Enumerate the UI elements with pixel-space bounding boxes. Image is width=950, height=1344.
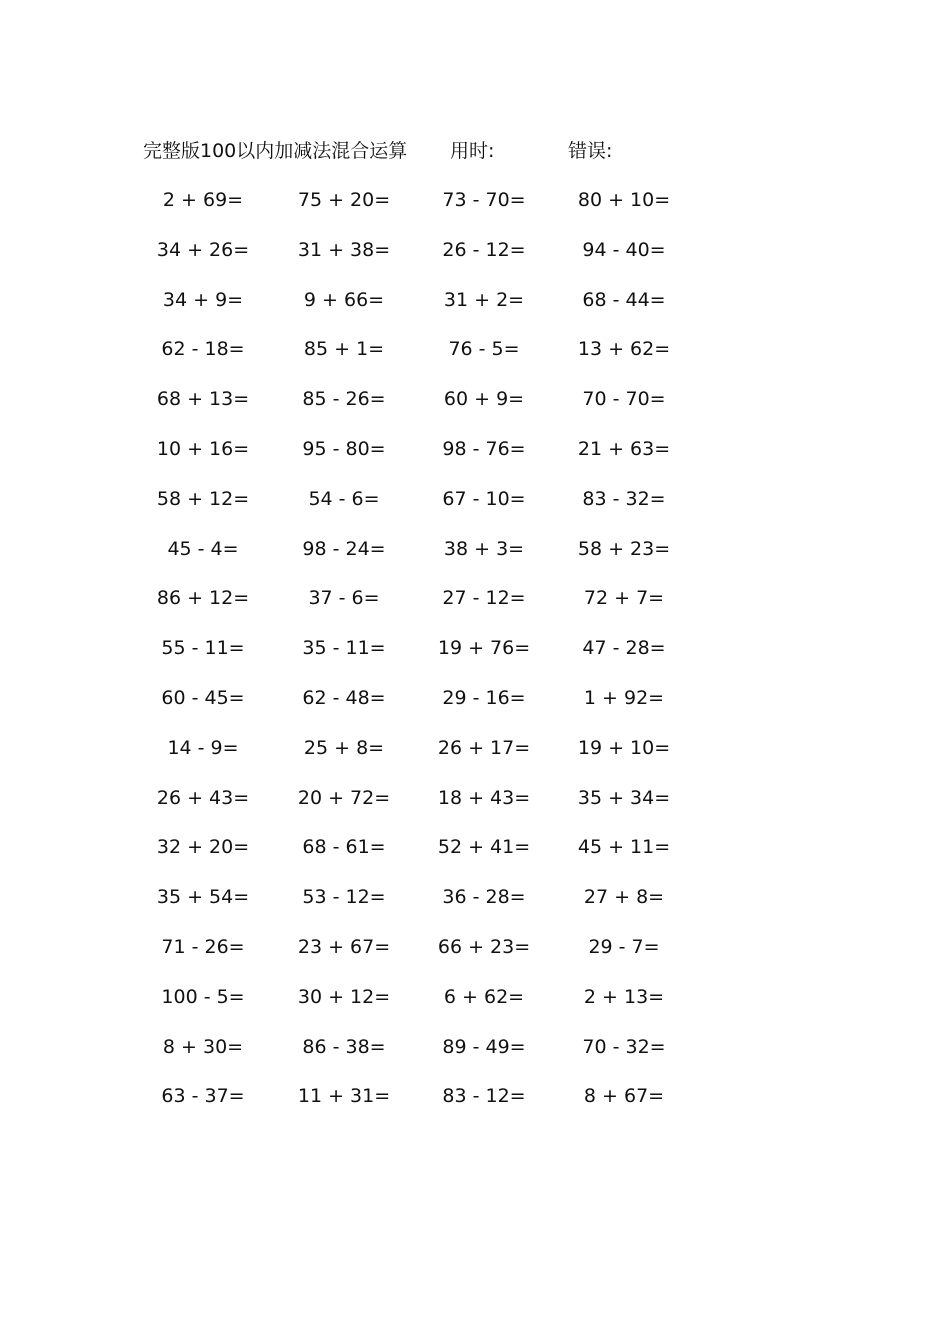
problem-row [143,334,703,384]
math-problem: 35 - 11= [302,637,386,660]
math-problem: 83 - 12= [442,1085,526,1108]
problem-row [143,484,703,534]
math-problem: 31 + 2= [443,288,525,311]
math-problem: 71 - 26= [161,935,245,958]
math-problem: 19 + 76= [437,637,531,660]
worksheet-title: 完整版100以内加减法混合运算 [143,140,408,162]
math-problem: 32 + 20= [156,836,250,859]
math-problem: 53 - 12= [302,886,386,909]
math-problem: 10 + 16= [156,437,250,460]
math-problem: 20 + 72= [297,786,391,809]
problem-row [143,285,703,335]
math-problem: 21 + 63= [577,437,671,460]
math-problem: 67 - 10= [442,487,526,510]
math-problem: 68 - 44= [582,288,666,311]
math-problem: 68 + 13= [156,388,250,411]
problem-row [143,783,703,833]
math-problem: 58 + 12= [156,487,250,510]
math-problem: 29 - 16= [442,686,526,709]
math-problem: 13 + 62= [577,338,671,361]
math-problem: 11 + 31= [297,1085,391,1108]
math-problem: 34 + 9= [162,288,244,311]
problem-row [143,1032,703,1082]
math-problem: 98 - 76= [442,437,526,460]
problem-row [143,1081,703,1131]
math-problem: 2 + 13= [583,985,665,1008]
math-problem: 52 + 41= [437,836,531,859]
problem-row [143,185,703,235]
problem-row [143,633,703,683]
math-problem: 26 + 17= [437,736,531,759]
math-problem: 6 + 62= [443,985,525,1008]
math-problem: 85 + 1= [303,338,385,361]
math-problem: 89 - 49= [442,1035,526,1058]
problem-grid [143,185,703,1131]
problem-row [143,882,703,932]
math-problem: 94 - 40= [582,238,666,261]
math-problem: 55 - 11= [161,637,245,660]
problem-row [143,534,703,584]
math-problem: 76 - 5= [448,338,520,361]
math-problem: 70 - 32= [582,1035,666,1058]
math-problem: 75 + 20= [297,189,391,211]
math-problem: 14 - 9= [167,736,239,759]
math-problem: 2 + 69= [162,189,244,211]
math-problem: 36 - 28= [442,886,526,909]
math-problem: 9 + 66= [303,288,385,311]
math-problem: 86 - 38= [302,1035,386,1058]
math-problem: 26 + 43= [156,786,250,809]
math-problem: 8 + 67= [583,1085,665,1108]
math-problem: 37 - 6= [308,587,380,610]
math-problem: 45 + 11= [577,836,671,859]
math-problem: 8 + 30= [162,1035,244,1058]
math-problem: 31 + 38= [297,238,391,261]
math-problem: 34 + 26= [156,238,250,261]
math-problem: 30 + 12= [297,985,391,1008]
math-problem: 25 + 8= [303,736,385,759]
math-problem: 80 + 10= [577,189,671,211]
problem-row [143,683,703,733]
math-problem: 62 - 18= [161,338,245,361]
math-problem: 26 - 12= [442,238,526,261]
math-problem: 95 - 80= [302,437,386,460]
math-problem: 83 - 32= [582,487,666,510]
problem-row [143,384,703,434]
math-problem: 27 + 8= [583,886,665,909]
problem-row [143,832,703,882]
math-problem: 29 - 7= [588,935,660,958]
math-problem: 23 + 67= [297,935,391,958]
math-problem: 19 + 10= [577,736,671,759]
math-problem: 100 - 5= [161,985,245,1008]
math-problem: 47 - 28= [582,637,666,660]
problem-row [143,235,703,285]
math-problem: 86 + 12= [156,587,250,610]
problem-row [143,733,703,783]
math-problem: 45 - 4= [167,537,239,560]
math-problem: 27 - 12= [442,587,526,610]
math-problem: 63 - 37= [161,1085,245,1108]
problem-row [143,982,703,1032]
math-problem: 73 - 70= [442,189,526,211]
error-label: 错误: [568,140,613,162]
problem-row [143,932,703,982]
problem-row [143,434,703,484]
math-problem: 54 - 6= [308,487,380,510]
math-problem: 35 + 54= [156,886,250,909]
math-problem: 18 + 43= [437,786,531,809]
math-problem: 98 - 24= [302,537,386,560]
math-problem: 1 + 92= [583,686,665,709]
math-problem: 60 - 45= [161,686,245,709]
math-problem: 70 - 70= [582,388,666,411]
math-problem: 72 + 7= [583,587,665,610]
math-problem: 38 + 3= [443,537,525,560]
math-problem: 62 - 48= [302,686,386,709]
math-problem: 58 + 23= [577,537,671,560]
time-label: 用时: [450,140,495,162]
math-problem: 85 - 26= [302,388,386,411]
math-problem: 35 + 34= [577,786,671,809]
math-problem: 60 + 9= [443,388,525,411]
math-problem: 66 + 23= [437,935,531,958]
math-problem: 68 - 61= [302,836,386,859]
problem-row [143,583,703,633]
